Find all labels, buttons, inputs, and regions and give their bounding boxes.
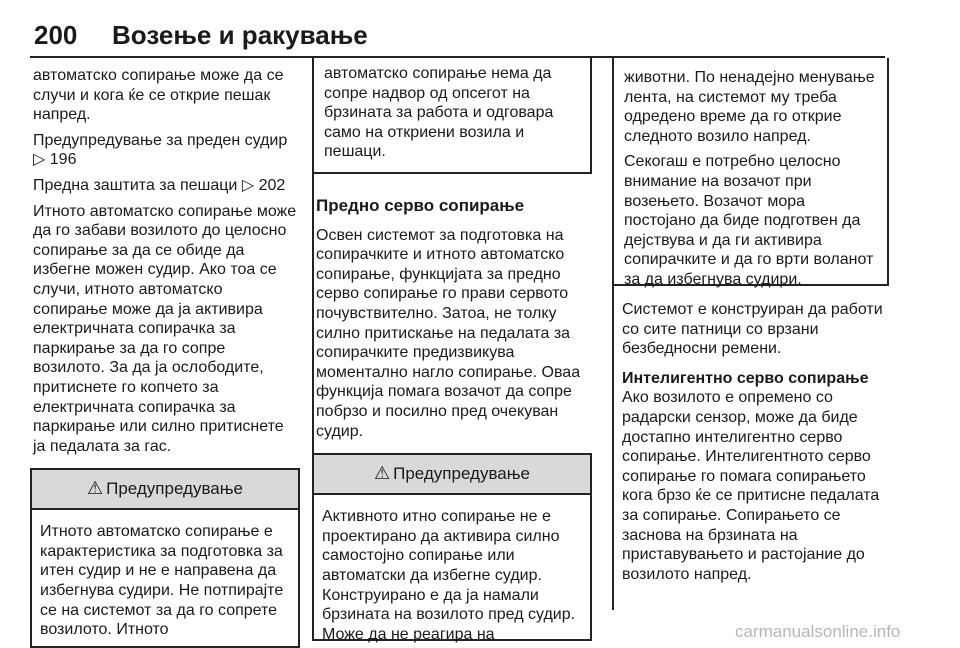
- warning-text: животни. По ненадејно менување лента, на системот му треба одредено време да го открие следното возило напред.: [624, 69, 875, 145]
- page-number: 200: [34, 20, 78, 50]
- cross-reference[interactable]: [33, 176, 297, 196]
- warning-header: [314, 453, 590, 495]
- paragraph: Системот е конструиран да работи со сите патници со врзани безбедносни ремени.: [622, 301, 883, 358]
- paragraph: автоматско сопирање може да се случи и кога ќе се открие пешак напред.: [33, 67, 284, 124]
- column-2: [312, 58, 592, 641]
- reference-arrow-icon: ▷: [33, 151, 46, 169]
- column-3: [612, 58, 887, 590]
- reference-text: Предупредување за преден судир: [33, 131, 288, 149]
- section-heading: Интелигентно серво сопирање: [622, 369, 869, 387]
- paragraph: Освен системот за подготовка на сопирачките и итното автоматско сопирање, функцијата за предно серво сопирање го прави сервото почувствително. Затоа, не толку силно притискање на педалата за сопирачките предизвикува моментално нагло сопирање. Оваа функција помага возачот да сопре побрзо и посилно пред очекуван судир.: [316, 226, 581, 440]
- warning-box: [30, 468, 300, 648]
- column-1: [33, 66, 297, 648]
- page-header: [0, 0, 960, 62]
- warning-header: [32, 468, 298, 510]
- paragraph: Ако возилото е опремено со радарски сензор, може да биде достапно интелигентно серво сопирање. Интелигентното серво сопирање го помага сопирањето кога брзо ќе се притисне педалата за сопирање. Сопирањето се заснова на брзината на приставувањето и растојание до возилото напред.: [622, 389, 880, 583]
- section-heading: Предно серво сопирање: [316, 196, 525, 215]
- watermark: carmanualsonline.info: [735, 622, 901, 641]
- warning-triangle-icon: ⚠: [373, 463, 391, 484]
- cross-reference[interactable]: [33, 131, 297, 170]
- reference-text: Предна заштита за пешаци: [33, 176, 238, 194]
- warning-box: [312, 453, 592, 641]
- warning-text: Активното итно сопирање не е проектирано да активира силно самостојно сопирање или автоматски да избегне судир. Конструирано е да ја намали брзината на возилото пред судир. Може да не реагира на: [322, 508, 576, 643]
- warning-triangle-icon: ⚠: [86, 478, 104, 499]
- warning-text: Итното автоматско сопирање е карактеристика за подготовка за итен судир и не е направена да избегнува судири. Не потпирајте се на системот за да го сопрете возилото. Итното: [40, 523, 284, 639]
- reference-page: 196: [49, 151, 77, 169]
- warning-title: Предупредување: [106, 479, 244, 499]
- reference-arrow-icon: ▷: [241, 176, 255, 194]
- reference-page: 202: [258, 176, 286, 194]
- chapter-title: Возење и ракување: [112, 20, 368, 50]
- warning-box-continued: автоматско сопирање нема да сопре надвор од опсегот на брзината за работа и одговара само на откриени возила и пешаци.: [312, 58, 592, 174]
- warning-text: Секогаш е потребно целосно внимание на возачот при возењето. Возачот мора постојано да биде подготвен да дејствува и да ги активира сопирачките и да го врти воланот за да избегнува судири.: [624, 153, 874, 288]
- warning-title: Предупредување: [393, 464, 531, 484]
- warning-box-continued: [612, 58, 889, 286]
- paragraph: Итното автоматско сопирање може да го забави возилото до целосно сопирање за да се обиде да избегне можен судир. Ако тоа се случи, итното автоматско сопирање може да ја активира електричната сопирачка за паркирање за да го сопре возилото. За да ја ослободите, притиснете го копчето за електричната сопирачка за паркирање или силно притиснете ја педалата за гас.: [33, 202, 297, 455]
